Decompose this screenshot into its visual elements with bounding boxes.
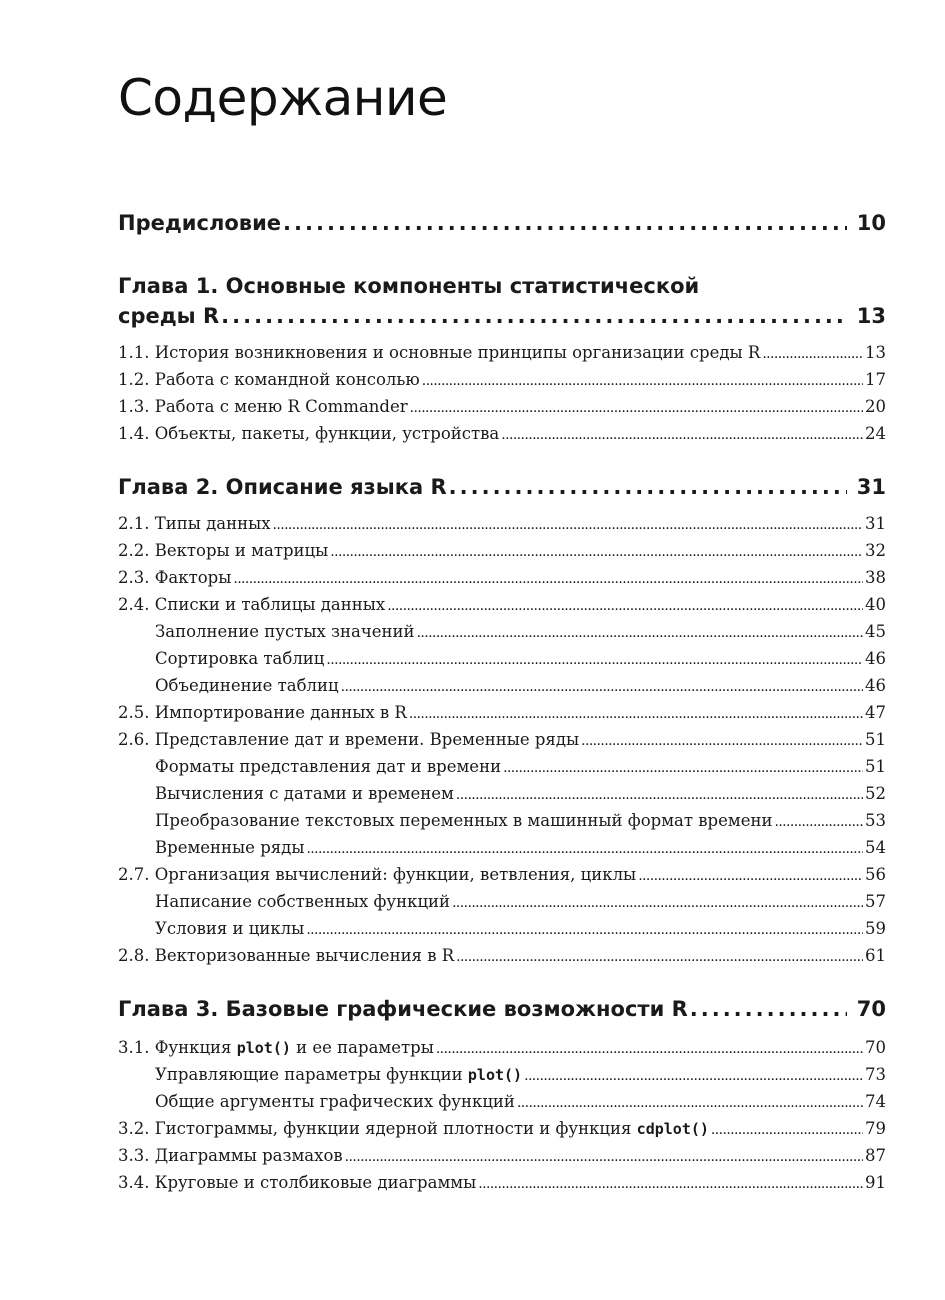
toc-page-number: 79: [865, 1119, 886, 1138]
toc-page-number: 13: [865, 343, 886, 362]
toc-entry-title: 1.4. Объекты, пакеты, функции, устройства: [118, 424, 500, 443]
toc-entry-title: [118, 1036, 434, 1060]
page-title: Содержание: [118, 69, 448, 127]
toc-section[interactable]: [118, 944, 886, 969]
toc-page-number: 73: [865, 1065, 886, 1084]
dot-leader: [410, 396, 863, 420]
toc-chapter-2[interactable]: [118, 473, 886, 501]
toc-entry-title: Заполнение пустых значений: [155, 622, 415, 641]
toc-entry-title: Вычисления с датами и временем: [155, 784, 454, 803]
toc-page-number: 20: [865, 397, 886, 416]
toc-page-number: 31: [865, 514, 886, 533]
toc-entry-title: 3.3. Диаграммы размахов: [118, 1146, 343, 1165]
toc-page-number: 40: [865, 595, 886, 614]
dot-leader: [449, 473, 847, 501]
toc-page-number: 46: [865, 649, 886, 668]
dot-leader: [283, 209, 847, 237]
toc-page-number: 57: [865, 892, 886, 911]
toc-entry-title: 2.6. Представление дат и времени. Временные ряды: [118, 730, 580, 749]
toc-page-number: 17: [865, 370, 886, 389]
toc-entry-title: 2.3. Факторы: [118, 568, 232, 587]
dot-leader: [524, 1064, 863, 1088]
code-function-name: plot(): [467, 1066, 523, 1084]
toc-section[interactable]: [118, 1117, 886, 1142]
toc-entry-title: среды R: [118, 304, 220, 328]
toc-entry-title: Предисловие: [118, 211, 282, 235]
dot-leader: [638, 864, 863, 888]
toc-subsection[interactable]: [155, 836, 886, 861]
toc-page-number: 74: [865, 1092, 886, 1111]
toc-entry-title: [118, 1117, 709, 1141]
toc-page-number: 70: [856, 997, 886, 1021]
toc-section[interactable]: [118, 539, 886, 564]
dot-leader: [436, 1037, 863, 1061]
toc-chapter-3[interactable]: [118, 995, 886, 1023]
toc-page-number: 32: [865, 541, 886, 560]
toc-entry-title: 2.5. Импортирование данных в R: [118, 703, 407, 722]
toc-entry-title: Глава 2. Описание языка R: [118, 475, 447, 499]
toc-title-text: 3.2. Гистограммы, функции ядерной плотности и функция: [118, 1119, 637, 1138]
toc-page-number: 70: [865, 1038, 886, 1057]
toc-entry-title: Преобразование текстовых переменных в машинный формат времени: [155, 811, 773, 830]
toc-title-text: и ее параметры: [290, 1038, 434, 1057]
dot-leader: [452, 891, 863, 915]
toc-page-number: 53: [865, 811, 886, 830]
dot-leader: [341, 675, 863, 699]
toc-section[interactable]: [118, 512, 886, 537]
dot-leader: [762, 342, 863, 366]
toc-subsection[interactable]: [155, 674, 886, 699]
toc-page-number: 54: [865, 838, 886, 857]
toc-page-number: 24: [865, 424, 886, 443]
dot-leader: [387, 594, 863, 618]
toc-entry-title: Сортировка таблиц: [155, 649, 325, 668]
dot-leader: [221, 302, 847, 330]
toc-entry-title: 2.7. Организация вычислений: функции, ветвления, циклы: [118, 865, 637, 884]
toc-section[interactable]: [118, 593, 886, 618]
dot-leader: [409, 702, 863, 726]
dot-leader: [501, 423, 863, 447]
toc-section[interactable]: [118, 422, 886, 447]
toc-page-number: 59: [865, 919, 886, 938]
dot-leader: [306, 918, 863, 942]
dot-leader: [774, 810, 863, 834]
toc-subsection[interactable]: [155, 755, 886, 780]
toc-section[interactable]: [118, 1171, 886, 1196]
toc-page-number: 45: [865, 622, 886, 641]
toc-preface[interactable]: [118, 209, 886, 237]
dot-leader: [517, 1091, 863, 1115]
toc-page-number: 10: [856, 211, 886, 235]
dot-leader: [422, 369, 863, 393]
toc-subsection[interactable]: [155, 890, 886, 915]
toc-page-number: 51: [865, 730, 886, 749]
toc-entry-title: 2.4. Списки и таблицы данных: [118, 595, 386, 614]
dot-leader: [273, 513, 863, 537]
toc-page-number: 56: [865, 865, 886, 884]
toc-subsection[interactable]: [155, 620, 886, 645]
toc-section[interactable]: [118, 341, 886, 366]
toc-section[interactable]: [118, 368, 886, 393]
dot-leader: [330, 540, 863, 564]
toc-entry-title: 2.8. Векторизованные вычисления в R: [118, 946, 455, 965]
toc-entry-title: Общие аргументы графических функций: [155, 1092, 515, 1111]
dot-leader: [456, 783, 863, 807]
toc-entry-title: Временные ряды: [155, 838, 305, 857]
dot-leader: [417, 621, 863, 645]
dot-leader: [326, 648, 863, 672]
toc-subsection[interactable]: [155, 917, 886, 942]
toc-page-number: 51: [865, 757, 886, 776]
code-function-name: plot(): [236, 1039, 291, 1057]
code-function-name: cdplot(): [636, 1120, 709, 1138]
toc-entry-title: 1.1. История возникновения и основные принципы организации среды R: [118, 343, 761, 362]
toc-section[interactable]: [118, 395, 886, 420]
toc-entry-title: 3.4. Круговые и столбиковые диаграммы: [118, 1173, 477, 1192]
toc-page-number: 91: [865, 1173, 886, 1192]
toc-page-number: 52: [865, 784, 886, 803]
toc-entry-title: 2.2. Векторы и матрицы: [118, 541, 329, 560]
toc-page-number: 47: [865, 703, 886, 722]
toc-page-number: 38: [865, 568, 886, 587]
dot-leader: [581, 729, 863, 753]
toc-subsection[interactable]: [155, 809, 886, 834]
toc-entry-title: Объединение таблиц: [155, 676, 339, 695]
toc-entry-title: Написание собственных функций: [155, 892, 451, 911]
toc-entry-title: 1.2. Работа с командной консолью: [118, 370, 420, 389]
dot-leader: [503, 756, 863, 780]
toc-entry-title: Глава 3. Базовые графические возможности R: [118, 997, 688, 1021]
toc-title-text: Управляющие параметры функции: [155, 1065, 468, 1084]
dot-leader: [711, 1118, 863, 1142]
toc-subsection[interactable]: [155, 1090, 886, 1115]
toc-entry-title: Форматы представления дат и времени: [155, 757, 502, 776]
dot-leader: [306, 837, 863, 861]
toc-page-number: 87: [865, 1146, 886, 1165]
toc-page-number: 61: [865, 946, 886, 965]
toc-subsection[interactable]: [155, 647, 886, 672]
toc-subsection[interactable]: [155, 782, 886, 807]
dot-leader: [478, 1172, 863, 1196]
toc-section[interactable]: [118, 863, 886, 888]
dot-leader: [345, 1145, 863, 1169]
toc-entry-title: Условия и циклы: [155, 919, 305, 938]
toc-page-number: 46: [865, 676, 886, 695]
toc-entry-title: 2.1. Типы данных: [118, 514, 271, 533]
toc-page-number: 13: [856, 304, 886, 328]
toc-section[interactable]: [118, 728, 886, 753]
toc-section[interactable]: [118, 1036, 886, 1061]
dot-leader: [690, 995, 847, 1023]
toc-chapter-1[interactable]: [118, 302, 886, 330]
toc-page-number: 31: [856, 475, 886, 499]
toc-entry-title: [155, 1063, 522, 1087]
dot-leader: [456, 945, 863, 969]
toc-title-text: 3.1. Функция: [118, 1038, 237, 1057]
dot-leader: [233, 567, 863, 591]
toc-section[interactable]: [118, 701, 886, 726]
toc-entry-title: 1.3. Работа с меню R Commander: [118, 397, 408, 416]
toc-section[interactable]: [118, 566, 886, 591]
toc-section[interactable]: [118, 1144, 886, 1169]
toc-chapter-1-title[interactable]: Глава 1. Основные компоненты статистической: [118, 274, 700, 298]
toc-subsection[interactable]: [155, 1063, 886, 1088]
